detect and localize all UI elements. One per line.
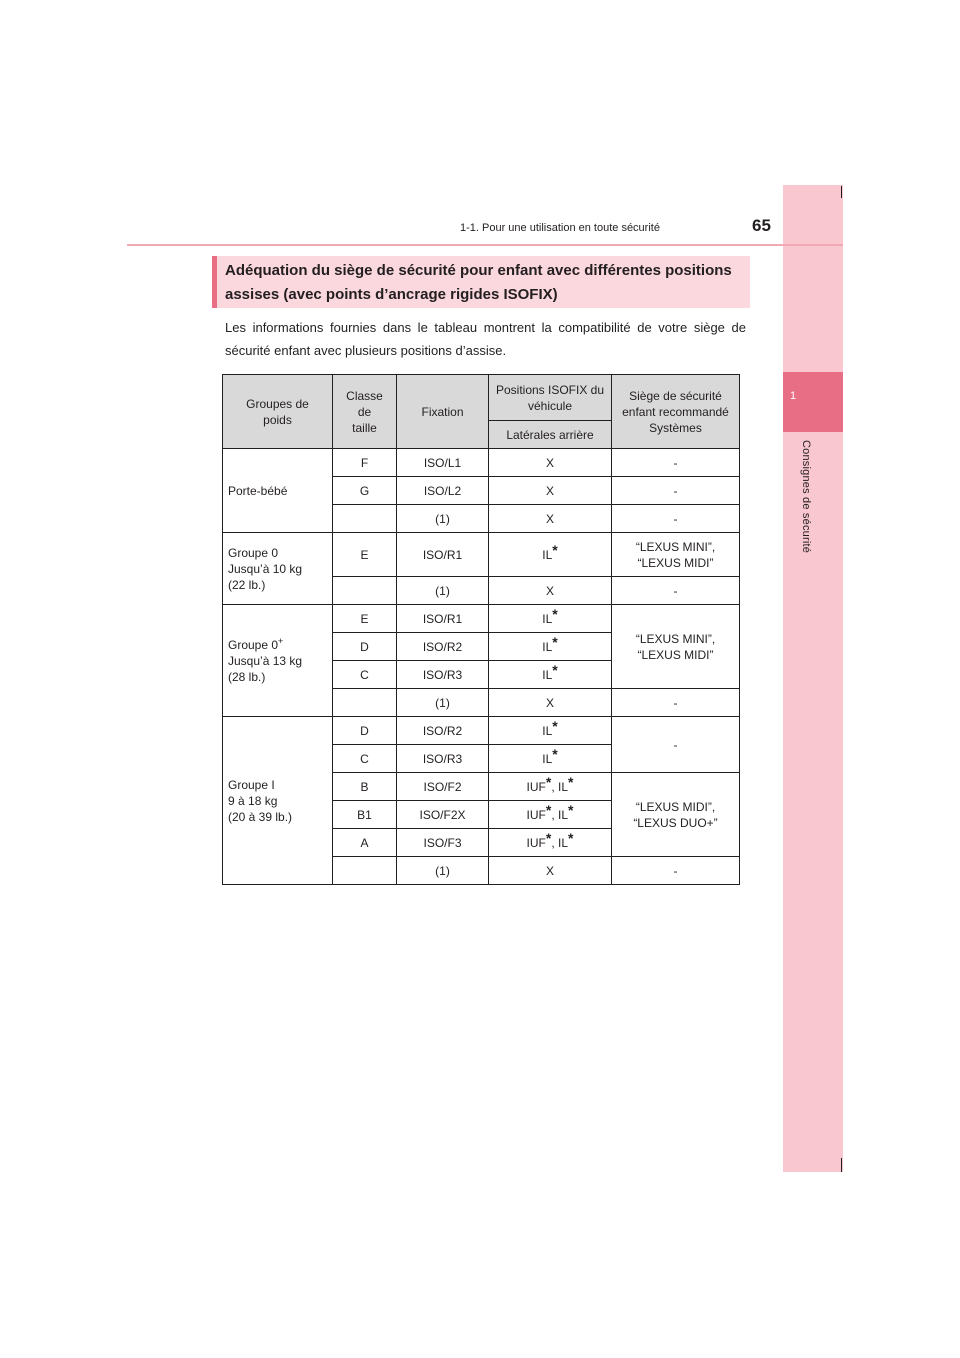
header-recommended: Siège de sécurité enfant recommandé Systèmes xyxy=(612,375,740,449)
isofix-compatibility-table xyxy=(222,374,740,885)
group-1-lb: (20 à 39 lb.) xyxy=(228,809,293,824)
cell-size: D xyxy=(333,717,397,745)
asterisk: * xyxy=(552,717,558,734)
cell-recommended: - xyxy=(612,577,740,605)
cell-size: B1 xyxy=(333,801,397,829)
crop-mark-bottom xyxy=(841,1158,842,1172)
position-text: IL xyxy=(542,723,553,738)
cell-fixation: ISO/R1 xyxy=(397,533,489,577)
cell-fixation: ISO/F3 xyxy=(397,829,489,857)
position-text: IL xyxy=(542,751,553,766)
asterisk: * xyxy=(552,541,558,558)
group-1-weight: 9 à 18 kg xyxy=(228,793,278,808)
cell-position xyxy=(489,633,612,661)
cell-position: X xyxy=(489,857,612,885)
plus-superscript: + xyxy=(278,635,284,646)
intro-paragraph: Les informations fournies dans le tableau montrent la compatibilité de votre siège de sécurité enfant avec plusieurs positions d’assise. xyxy=(225,320,746,358)
chapter-tab xyxy=(783,372,843,432)
cell-fixation: ISO/L2 xyxy=(397,477,489,505)
cell-recommended: - xyxy=(612,717,740,773)
asterisk: * xyxy=(568,773,574,790)
asterisk: * xyxy=(568,829,574,846)
cell-position: X xyxy=(489,577,612,605)
position-text: IL xyxy=(542,667,553,682)
asterisk: * xyxy=(552,745,558,762)
header-isofix-positions: Positions ISOFIX du véhicule xyxy=(489,375,612,421)
cell-position xyxy=(489,801,612,829)
cell-position: X xyxy=(489,689,612,717)
cell-position xyxy=(489,533,612,577)
cell-recommended xyxy=(612,533,740,577)
group-0-plus-weight: Jusqu’à 13 kg xyxy=(228,653,303,668)
group-0-name: Groupe 0 xyxy=(228,545,279,560)
header-fixation: Fixation xyxy=(397,375,489,449)
group-1-name: Groupe I xyxy=(228,777,275,792)
cell-position xyxy=(489,773,612,801)
header-rule xyxy=(127,244,843,246)
asterisk: * xyxy=(545,773,552,790)
group-0-weight: Jusqu’à 10 kg xyxy=(228,561,303,576)
cell-fixation: ISO/F2 xyxy=(397,773,489,801)
cell-fixation: (1) xyxy=(397,577,489,605)
chapter-number: 1 xyxy=(790,390,797,402)
cell-position xyxy=(489,745,612,773)
cell-fixation: (1) xyxy=(397,857,489,885)
cell-fixation: ISO/R2 xyxy=(397,717,489,745)
cell-size: F xyxy=(333,449,397,477)
recommended-line: “LEXUS MIDI”, xyxy=(635,799,716,814)
group-0-plus-lb: (28 lb.) xyxy=(228,669,266,684)
group-porte-bebe: Porte-bébé xyxy=(223,449,333,533)
cell-fixation: ISO/R3 xyxy=(397,745,489,773)
cell-size xyxy=(333,857,397,885)
cell-size: C xyxy=(333,661,397,689)
asterisk: * xyxy=(552,605,558,622)
asterisk: * xyxy=(568,801,574,818)
position-text: , IL xyxy=(551,779,569,794)
header-rear-outboard: Latérales arrière xyxy=(489,421,612,449)
cell-fixation: ISO/R2 xyxy=(397,633,489,661)
cell-recommended: - xyxy=(612,449,740,477)
cell-fixation: ISO/R1 xyxy=(397,605,489,633)
position-text: , IL xyxy=(551,835,569,850)
cell-position xyxy=(489,829,612,857)
header-size-class: Classe de taille xyxy=(333,375,397,449)
cell-fixation: ISO/L1 xyxy=(397,449,489,477)
page-number: 65 xyxy=(752,216,771,235)
group-1 xyxy=(223,717,333,885)
recommended-line: “LEXUS MIDI” xyxy=(637,555,714,570)
position-text: IL xyxy=(542,547,553,562)
position-text: IUF xyxy=(526,835,546,850)
position-text: IUF xyxy=(526,779,546,794)
crop-mark-top xyxy=(841,186,842,198)
cell-position: X xyxy=(489,449,612,477)
cell-fixation: ISO/F2X xyxy=(397,801,489,829)
cell-size: B xyxy=(333,773,397,801)
section-title xyxy=(212,256,750,308)
recommended-line: “LEXUS DUO+” xyxy=(633,815,718,830)
asterisk: * xyxy=(545,829,552,846)
cell-size: C xyxy=(333,745,397,773)
group-0-plus-name xyxy=(228,637,332,653)
cell-size xyxy=(333,577,397,605)
position-text: , IL xyxy=(551,807,569,822)
cell-size: E xyxy=(333,605,397,633)
table-row xyxy=(223,605,740,633)
asterisk: * xyxy=(552,661,558,678)
asterisk: * xyxy=(552,633,558,650)
asterisk: * xyxy=(545,801,552,818)
header-weight-group: Groupes de poids xyxy=(223,375,333,449)
cell-size: A xyxy=(333,829,397,857)
cell-position xyxy=(489,605,612,633)
cell-size xyxy=(333,689,397,717)
cell-size: E xyxy=(333,533,397,577)
cell-recommended xyxy=(612,773,740,857)
running-header: 1-1. Pour une utilisation en toute sécurité xyxy=(460,222,660,234)
table-row xyxy=(223,533,740,577)
cell-recommended: - xyxy=(612,505,740,533)
cell-fixation: ISO/R3 xyxy=(397,661,489,689)
cell-fixation: (1) xyxy=(397,505,489,533)
cell-size xyxy=(333,505,397,533)
section-title-line2: assises (avec points d’ancrage rigides ISOFIX) xyxy=(225,286,558,303)
cell-position xyxy=(489,661,612,689)
cell-recommended: - xyxy=(612,689,740,717)
table-row xyxy=(223,449,740,477)
position-text: IUF xyxy=(526,807,546,822)
group-0 xyxy=(223,533,333,605)
side-band xyxy=(783,185,843,1172)
cell-fixation: (1) xyxy=(397,689,489,717)
section-title-line1: Adéquation du siège de sécurité pour enfant avec différentes positions xyxy=(225,262,732,279)
cell-position xyxy=(489,717,612,745)
cell-recommended: - xyxy=(612,857,740,885)
table-row xyxy=(223,717,740,745)
cell-recommended xyxy=(612,605,740,689)
group-0-lb: (22 lb.) xyxy=(228,577,266,592)
recommended-line: “LEXUS MINI”, xyxy=(635,539,716,554)
cell-size: D xyxy=(333,633,397,661)
cell-position: X xyxy=(489,505,612,533)
cell-position: X xyxy=(489,477,612,505)
recommended-line: “LEXUS MIDI” xyxy=(637,647,714,662)
cell-size: G xyxy=(333,477,397,505)
position-text: IL xyxy=(542,611,553,626)
group-0-plus-name-text: Groupe 0 xyxy=(228,637,279,652)
position-text: IL xyxy=(542,639,553,654)
group-0-plus xyxy=(223,605,333,717)
cell-recommended: - xyxy=(612,477,740,505)
recommended-line: “LEXUS MINI”, xyxy=(635,631,716,646)
chapter-label: Consignes de sécurité xyxy=(800,440,812,554)
